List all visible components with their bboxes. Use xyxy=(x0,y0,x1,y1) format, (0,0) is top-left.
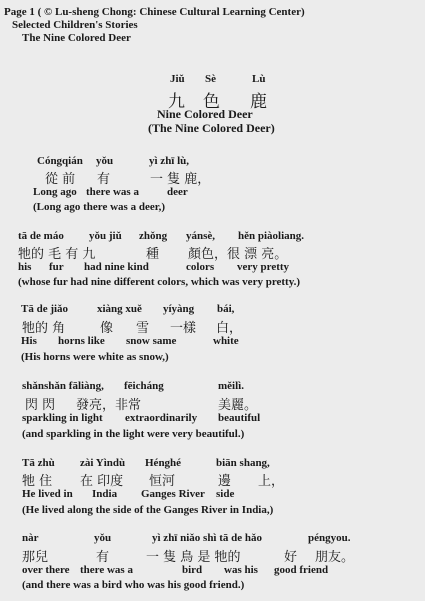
page-header-line: Page 1 ( © Lu-sheng Chong: Chinese Cultural Learning Center) xyxy=(4,6,305,18)
english-gloss: was his xyxy=(224,564,258,576)
english-gloss: colors xyxy=(186,261,215,273)
title-hanzi: 九 xyxy=(168,92,185,112)
hanzi-word: 美麗。 xyxy=(218,398,258,413)
pinyin-word: yì zhī niǎo shì tā de hǎo xyxy=(152,532,263,544)
english-gloss: fur xyxy=(49,261,64,273)
collection-title: Selected Children's Stories xyxy=(12,19,138,31)
english-gloss: Ganges River xyxy=(141,488,205,500)
hanzi-word: 在 印度 xyxy=(80,474,124,489)
hanzi-word: 雪 xyxy=(136,321,150,336)
english-gloss: very pretty xyxy=(237,261,290,273)
hanzi-word: 發亮，非常 xyxy=(76,398,142,413)
hanzi-word: 像 xyxy=(100,321,114,336)
translation-line: (whose fur had nine different colors, which was very pretty.) xyxy=(18,276,301,288)
pinyin-word: hěn piàoliang. xyxy=(238,230,305,242)
english-gloss: his xyxy=(18,261,32,273)
hanzi-word: 牠 住 xyxy=(22,474,53,489)
hanzi-word: 種 xyxy=(146,247,160,262)
hanzi-word: 一 隻 鹿， xyxy=(150,172,211,187)
english-gloss: over there xyxy=(22,564,70,576)
english-gloss: had nine kind xyxy=(84,261,149,273)
hanzi-word: 上， xyxy=(258,474,285,489)
translation-line: (His horns were white as snow,) xyxy=(21,351,169,363)
english-gloss: India xyxy=(92,488,118,500)
title-hanzi: 色 xyxy=(203,92,220,112)
translation-line: (and there was a bird who was his good friend.) xyxy=(22,579,245,591)
hanzi-word: 恒河 xyxy=(149,474,176,489)
hanzi-word: 那兒 xyxy=(22,550,49,565)
english-gloss: bird xyxy=(182,564,203,576)
english-gloss: Long ago xyxy=(33,186,77,198)
hanzi-word: 一 隻 鳥 是 牠的 xyxy=(146,550,241,565)
pinyin-word: měilì. xyxy=(218,380,244,392)
hanzi-word: 閃 閃 xyxy=(25,398,56,413)
pinyin-word: yǒu xyxy=(94,532,112,544)
english-gloss: deer xyxy=(167,186,188,198)
title-hanzi: 鹿 xyxy=(250,92,267,112)
hanzi-word: 顏色，很 漂 亮。 xyxy=(188,247,288,262)
translation-line: (He lived along the side of the Ganges River in India,) xyxy=(22,504,274,516)
pinyin-word: Tā de jiǎo xyxy=(21,303,69,315)
english-gloss: beautiful xyxy=(218,412,261,424)
hanzi-word: 從 前 xyxy=(45,172,76,187)
english-gloss: side xyxy=(216,488,235,500)
pinyin-word: nàr xyxy=(22,532,39,544)
pinyin-word: zài Yìndù xyxy=(80,457,126,469)
title-english: Nine Colored Deer xyxy=(157,107,253,121)
pinyin-word: fēicháng xyxy=(124,380,164,392)
pinyin-word: tā de máo xyxy=(18,230,64,242)
pinyin-word: bái, xyxy=(217,303,235,315)
pinyin-word: shǎnshǎn fāliàng, xyxy=(22,380,104,392)
pinyin-word: yǒu xyxy=(96,155,114,167)
english-gloss: white xyxy=(213,335,239,347)
english-gloss: His xyxy=(21,335,37,347)
pinyin-word: yánsè, xyxy=(186,230,216,242)
hanzi-word: 牠的 毛 有 九 xyxy=(18,247,96,262)
pinyin-word: Tā zhù xyxy=(22,457,55,469)
pinyin-word: zhǒng xyxy=(139,230,168,242)
hanzi-word: 白， xyxy=(216,321,243,336)
pinyin-word: Cóngqián xyxy=(37,155,83,167)
hanzi-word: 有 xyxy=(97,172,111,187)
english-gloss: snow same xyxy=(126,335,177,347)
hanzi-word: 一樣 xyxy=(170,321,197,336)
english-gloss: sparkling in light xyxy=(22,412,103,424)
pinyin-word: yì zhī lù, xyxy=(149,155,190,167)
pinyin-word: biān shang, xyxy=(216,457,270,469)
hanzi-word: 邊 xyxy=(218,474,232,489)
english-gloss: there was a xyxy=(80,564,133,576)
title-pinyin: Lù xyxy=(252,73,266,85)
pinyin-word: yǒu jiǔ xyxy=(89,230,122,242)
title-pinyin: Jiǔ xyxy=(170,73,185,85)
pinyin-word: Hénghé xyxy=(145,457,182,469)
pinyin-word: xiàng xuě xyxy=(97,303,142,315)
translation-line: (Long ago there was a deer,) xyxy=(33,201,165,213)
english-gloss: He lived in xyxy=(22,488,73,500)
title-pinyin: Sè xyxy=(205,73,216,85)
hanzi-word: 朋友。 xyxy=(315,550,355,565)
english-gloss: extraordinarily xyxy=(125,412,198,424)
pinyin-word: péngyou. xyxy=(308,532,351,544)
pinyin-word: yíyàng xyxy=(163,303,195,315)
english-gloss: good friend xyxy=(274,564,329,576)
translation-line: (and sparkling in the light were very beautiful.) xyxy=(22,428,245,440)
hanzi-word: 好 xyxy=(284,550,298,565)
english-gloss: horns like xyxy=(58,335,105,347)
story-title: The Nine Colored Deer xyxy=(22,32,131,44)
hanzi-word: 有 xyxy=(96,550,110,565)
hanzi-word: 牠的 角 xyxy=(22,321,66,336)
english-gloss: there was a xyxy=(86,186,139,198)
title-english-paren: (The Nine Colored Deer) xyxy=(148,121,275,135)
